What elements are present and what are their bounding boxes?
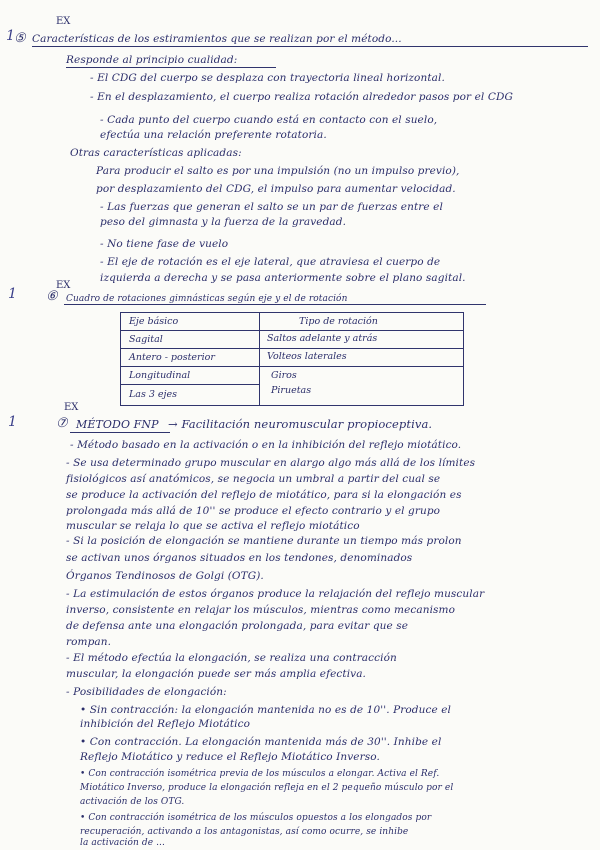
title-underline-6	[64, 304, 486, 305]
underline	[66, 67, 276, 68]
table-header: Eje básico	[129, 316, 179, 327]
row-divider	[121, 348, 463, 349]
table-cell: Volteos laterales	[267, 351, 347, 362]
text-line: Para producir el salto es por una impulsión (no un impulso previo),	[96, 165, 460, 177]
text-line: Responde al principio cualidad:	[66, 54, 238, 66]
section-title-7: MÉTODO FNP	[76, 418, 159, 431]
text-line: la activación de ...	[80, 838, 165, 848]
row-divider	[121, 330, 463, 331]
text-line: fisiológicos así anatómicos, se negocia un umbral a partir del cual se	[66, 473, 441, 485]
text-line: • Con contracción. La elongación mantenida más de 30''. Inhibe el	[80, 736, 442, 748]
table-cell: Sagital	[129, 334, 163, 345]
text-line: inhibición del Reflejo Miotático	[80, 718, 250, 730]
text-line: - El CDG del cuerpo se desplaza con trayectoria lineal horizontal.	[90, 72, 445, 84]
title-underline-7	[70, 432, 170, 433]
text-line: por desplazamiento del CDG, el impulso para aumentar velocidad.	[96, 183, 456, 195]
text-line: Otras características aplicadas:	[70, 147, 242, 159]
text-line: activación de los OTG.	[80, 797, 185, 807]
ex-label-5: EX	[56, 16, 71, 27]
text-line: • Con contracción isométrica de los músculos opuestos a los elongados por	[80, 813, 432, 823]
column-divider	[259, 313, 260, 405]
text-line: Miotático Inverso, produce la elongación refleja en el 2 pequeño músculo por el	[80, 783, 454, 793]
text-line: • Sin contracción: la elongación mantenida no es de 10''. Produce el	[80, 704, 451, 716]
text-line: Reflejo Miotático y reduce el Reflejo Miotático Inverso.	[80, 751, 380, 763]
text-line: rompan.	[66, 636, 112, 648]
table-cell: Antero - posterior	[129, 352, 215, 363]
text-line: - En el desplazamiento, el cuerpo realiza rotación alrededor pasos por el CDG	[90, 91, 513, 103]
text-line: - La estimulación de estos órganos produce la relajación del reflejo muscular	[66, 588, 485, 600]
text-line: - Las fuerzas que generan el salto se un par de fuerzas entre el	[100, 201, 443, 213]
row-divider	[121, 384, 259, 385]
text-line: - El método efectúa la elongación, se realiza una contracción	[66, 652, 397, 664]
text-line: - Posibilidades de elongación:	[66, 686, 227, 698]
text-line: - Cada punto del cuerpo cuando está en contacto con el suelo,	[100, 114, 438, 126]
text-line: - No tiene fase de vuelo	[100, 238, 229, 250]
margin-mark-7: 1	[8, 414, 17, 430]
section-title-5: Características de los estiramientos que se realizan por el método...	[32, 33, 402, 45]
text-line: Órganos Tendinosos de Golgi (OTG).	[66, 570, 264, 582]
ex-label-7: EX	[64, 402, 79, 413]
table-cell: Longitudinal	[129, 370, 191, 381]
text-line: peso del gimnasta y la fuerza de la gravedad.	[100, 216, 347, 228]
text-line: - Método basado en la activación o en la inhibición del reflejo miotático.	[70, 439, 462, 451]
table-header: Tipo de rotación	[299, 316, 378, 327]
text-line: recuperación, activando a los antagonistas, así como ocurre, se inhibe	[80, 827, 409, 837]
text-line: muscular, la elongación puede ser más amplia efectiva.	[66, 668, 366, 680]
text-line: - Si la posición de elongación se mantiene durante un tiempo más prolon	[66, 535, 462, 547]
section-subtitle-7: → Facilitación neuromuscular propioceptiva.	[168, 417, 433, 431]
table-cell: Las 3 ejes	[129, 389, 177, 400]
text-line: izquierda a derecha y se pasa anteriormente sobre el plano sagital.	[100, 272, 466, 284]
margin-mark-6: 1	[8, 286, 17, 302]
table-cell: Saltos adelante y atrás	[267, 333, 378, 344]
text-line: • Con contracción isométrica previa de los músculos a elongar. Activa el Ref.	[80, 769, 440, 779]
text-line: inverso, consistente en relajar los músculos, mientras como mecanismo	[66, 604, 456, 616]
text-line: efectúa una relación preferente rotatoria.	[100, 129, 327, 141]
table-cell: Giros	[271, 370, 297, 381]
rotation-table	[120, 312, 464, 406]
margin-mark-5: 1	[6, 28, 15, 44]
section-number-6: ⑥	[46, 289, 58, 304]
text-line: de defensa ante una elongación prolongada, para evitar que se	[66, 620, 409, 632]
text-line: muscular se relaja lo que se activa el reflejo miotático	[66, 520, 360, 532]
text-line: - El eje de rotación es el eje lateral, que atraviesa el cuerpo de	[100, 256, 441, 268]
section-number-5: ⑤	[14, 31, 26, 46]
row-divider	[121, 366, 463, 367]
section-number-7: ⑦	[56, 416, 68, 431]
title-underline-5	[32, 46, 588, 47]
section-title-6: Cuadro de rotaciones gimnásticas según eje y el de rotación	[66, 294, 348, 304]
text-line: se activan unos órganos situados en los tendones, denominados	[66, 552, 413, 564]
table-cell: Piruetas	[271, 385, 312, 396]
text-line: prolongada más allá de 10'' se produce el efecto contrario y el grupo	[66, 505, 441, 517]
ex-label-6: EX	[56, 280, 71, 291]
text-line: se produce la activación del reflejo de miotático, para si la elongación es	[66, 489, 462, 501]
text-line: - Se usa determinado grupo muscular en alargo algo más allá de los límites	[66, 457, 476, 469]
